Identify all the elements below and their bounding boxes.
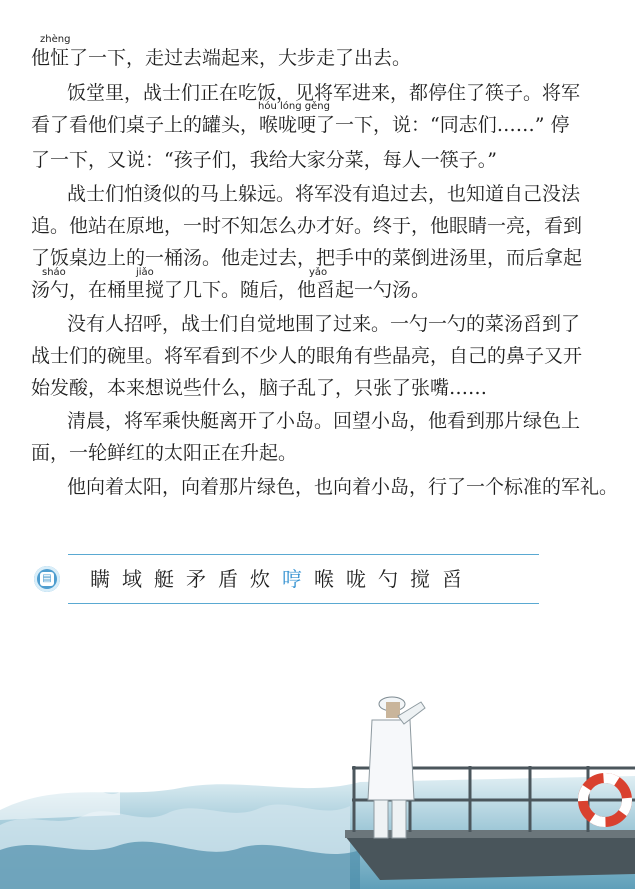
pinyin-yao: yǎo: [309, 267, 328, 278]
text-line-9: 没有人招呼，战士们自觉地围了过来。一勺一勺的菜汤舀到了: [67, 313, 581, 335]
character: 盾: [218, 567, 238, 591]
text-line-13: 面，一轮鲜红的太阳正在升起。: [31, 442, 298, 464]
pinyin-houlong-geng: hóu lóng gěng: [258, 101, 330, 112]
text-line-6: 追。他站在原地，一时不知怎么办才好。终于，他眼睛一亮，看到: [31, 215, 583, 237]
sea-spray: [0, 788, 120, 820]
character: 喉: [314, 567, 334, 591]
text-line-4: 了一下，又说：“孩子们，我给大家分菜，每人一筷子。”: [31, 149, 497, 171]
badge-icon: [34, 566, 60, 592]
text-line-7: 了饭桌边上的一桶汤。他走过去，把手中的菜倒进汤里，而后拿起: [31, 247, 583, 269]
text-line-14: 他向着太阳，向着那片绿色，也向着小岛，行了一个标准的军礼。: [67, 476, 619, 498]
text-line-8: 汤勺，在桶里搅了几下。随后，他舀起一勺汤。: [31, 279, 431, 301]
text-line-1: 他怔了一下，走过去端起来，大步走了出去。: [31, 47, 412, 69]
character-list: [88, 563, 464, 595]
text-line-10: 战士们的碗里。将军看到不少人的眼角有些晶亮，自己的鼻子又开: [31, 345, 583, 367]
character: 矛: [186, 567, 206, 591]
boat-hull: [345, 836, 635, 880]
text-line-2: 饭堂里，战士们正在吃饭，见将军进来，都停住了筷子。将军: [67, 82, 581, 104]
character: 咙: [346, 567, 366, 591]
character-highlighted: 哼: [282, 567, 302, 591]
new-characters-banner: [34, 551, 539, 607]
character: 瞒: [90, 567, 110, 591]
character: 搅: [410, 567, 430, 591]
pinyin-shao: sháo: [42, 267, 66, 278]
character: 勺: [378, 567, 398, 591]
banner-rule-top: [68, 554, 539, 555]
sea-boat-illustration: [0, 650, 635, 889]
badge-inner: ▤: [40, 572, 54, 586]
text-line-3: 看了看他们桌子上的罐头，喉咙哽了一下，说：“同志们……” 停: [31, 114, 570, 136]
text-line-12: 清晨，将军乘快艇离开了小岛。回望小岛，他看到那片绿色上: [67, 410, 581, 432]
character: 域: [122, 567, 142, 591]
banner-rule-bottom: [68, 603, 539, 604]
illustration-svg: [0, 650, 635, 889]
text-line-11: 始发酸，本来想说些什么，脑子乱了，只张了张嘴……: [31, 377, 488, 399]
character: 舀: [442, 567, 462, 591]
pinyin-jiao: jiǎo: [136, 267, 154, 278]
character: 炊: [250, 567, 270, 591]
character: 艇: [154, 567, 174, 591]
pinyin-zheng: zhèng: [40, 34, 71, 45]
text-line-5: 战士们怕烫似的马上躲远。将军没有追过去，也知道自己没法: [67, 183, 581, 205]
